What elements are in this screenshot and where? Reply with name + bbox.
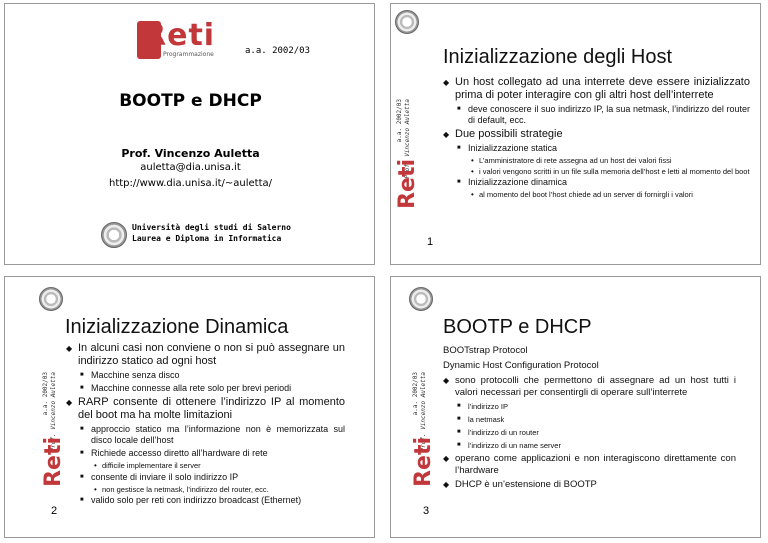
reti-logo-tagline: Programmazione	[163, 51, 214, 58]
slide-title-text: Inizializzazione degli Host	[443, 46, 673, 68]
bullet-item: • al momento del boot l’host chiede ad un server di fornirgli i valori	[443, 190, 750, 200]
vertical-author: Prof. Vincenzo Auletta	[50, 372, 57, 452]
author-email: auletta@dia.unisa.it	[140, 162, 241, 173]
bullet-item: ◆ RARP consente di ottenere l’indirizzo IP al momento del boot ma ha molte limitazioni	[66, 396, 345, 422]
text-line: BOOTstrap Protocol	[443, 345, 528, 356]
vertical-logo	[411, 372, 436, 487]
slide-bootp-dhcp	[390, 276, 761, 538]
slide-title-text: Inizializzazione Dinamica	[65, 316, 289, 338]
reti-logo-word: Reti	[143, 18, 216, 53]
vertical-logo	[41, 372, 66, 487]
page-number: 2	[51, 505, 58, 517]
bullet-item: ■ Inizializzazione statica	[443, 143, 750, 154]
text-line: Dynamic Host Configuration Protocol	[443, 360, 599, 371]
bullet-item: ■ Inizializzazione dinamica	[443, 177, 750, 188]
academic-year: a.a. 2002/03	[245, 46, 311, 56]
vertical-author: Prof. Vincenzo Auletta	[404, 99, 411, 179]
bullet-item: ◆ operano come applicazioni e non interagiscono direttamente con l’hardware	[443, 453, 736, 477]
vertical-logo	[395, 99, 420, 209]
vertical-author: Prof. Vincenzo Auletta	[420, 372, 427, 452]
reti-logo	[137, 18, 239, 61]
vertical-year: a.a. 2002/03	[42, 372, 49, 416]
bullet-item: ◆ Un host collegato ad una interrete deve essere inizializzato prima di poter interagire con gli altri host dell’interrete	[443, 76, 750, 102]
page-number: 1	[427, 236, 434, 248]
degree-name: Laurea e Diploma in Informatica	[132, 234, 282, 243]
slide-body	[66, 342, 345, 508]
author-url: http://www.dia.unisa.it/~auletta/	[108, 178, 273, 189]
bullet-item: ■ l’indirizzo di un name server	[443, 440, 736, 451]
bullet-item: ◆ In alcuni casi non conviene o non si può assegnare un indirizzo statico ad ogni host	[66, 342, 345, 368]
author-name: Prof. Vincenzo Auletta	[121, 147, 260, 160]
vertical-reti-logo: Reti	[411, 437, 436, 487]
bullet-item: ■ Macchine senza disco	[66, 370, 345, 381]
vertical-reti-logo: Reti	[41, 437, 66, 487]
bullet-item: ■ consente di inviare il solo indirizzo IP	[66, 472, 345, 483]
bullet-item: • non gestisce la netmask, l’indirizzo del router, ecc.	[66, 485, 345, 495]
university-name: Università degli studi di Salerno	[132, 223, 291, 232]
university-seal	[101, 222, 127, 248]
bullet-item: ◆ DHCP è un’estensione di BOOTP	[443, 479, 736, 491]
university-seal	[395, 10, 419, 34]
bullet-item: ■ valido solo per reti con indirizzo broadcast (Ethernet)	[66, 495, 345, 506]
slide-body	[443, 345, 736, 493]
vertical-year: a.a. 2002/03	[412, 372, 419, 416]
slide-title	[4, 3, 375, 265]
bullet-item: ◆ sono protocolli che permettono di assegnare ad un host tutti i valori necessari per consentirgli di operare sull’interrete	[443, 375, 736, 399]
bullet-item: ■ Richiede accesso diretto all’hardware di rete	[66, 448, 345, 459]
bullet-item: ■ Macchine connesse alla rete solo per brevi periodi	[66, 383, 345, 394]
slide-inizializzazione-dinamica	[4, 276, 375, 538]
bullet-item: • difficile implementare il server	[66, 461, 345, 471]
page-number: 3	[423, 505, 430, 517]
bullet-item: ■ l’indirizzo IP	[443, 401, 736, 412]
bullet-item: ■ l’indirizzo di un router	[443, 427, 736, 438]
bullet-item: ◆ Due possibili strategie	[443, 128, 750, 141]
slide-title-text: BOOTP e DHCP	[443, 316, 592, 338]
bullet-item: ■ approccio statico ma l’informazione non è memorizzata sul disco locale dell’host	[66, 424, 345, 446]
bullet-item: ■ la netmask	[443, 414, 736, 425]
bullet-item: • i valori vengono scritti in un file sulla memoria dell’host e letti al momento del boot	[443, 167, 750, 177]
vertical-reti-logo: Reti	[395, 159, 420, 209]
bullet-item: • L’amministratore di rete assegna ad un host dei valori fissi	[443, 156, 750, 166]
university-seal	[409, 287, 433, 311]
university-seal	[39, 287, 63, 311]
slide-inizializzazione-host	[390, 3, 761, 265]
bullet-item: ■ deve conoscere il suo indirizzo IP, la sua netmask, l’indirizzo del router di default, ecc.	[443, 104, 750, 126]
vertical-year: a.a. 2002/03	[396, 99, 403, 143]
slide-body	[443, 76, 750, 201]
slide-main-title: BOOTP e DHCP	[119, 91, 262, 111]
